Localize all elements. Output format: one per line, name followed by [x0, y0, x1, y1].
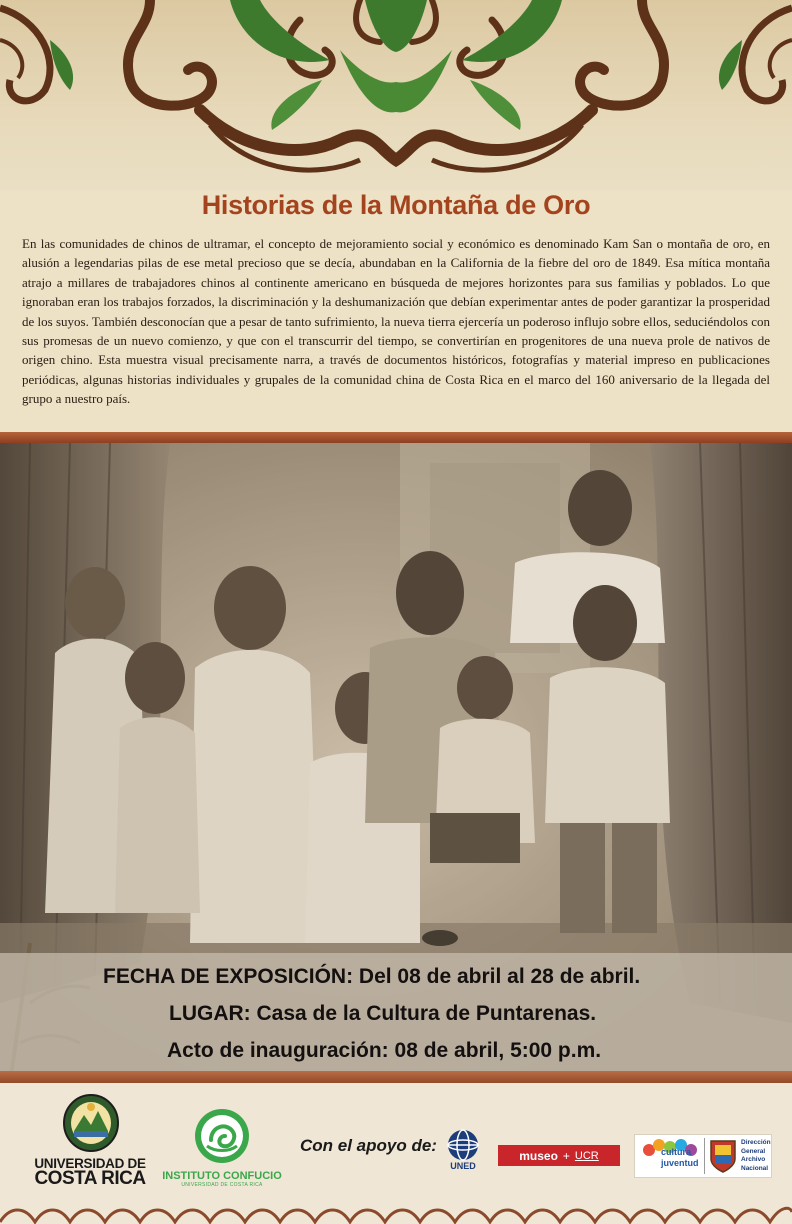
confucio-line1: INSTITUTO CONFUCIO	[162, 1170, 282, 1182]
ucr-line1: UNIVERSIDAD DE	[34, 1156, 146, 1171]
event-info-band	[0, 953, 792, 1071]
museo-plus: +	[562, 1148, 570, 1163]
ucr-wordmark	[28, 1156, 152, 1189]
header-ornament	[0, 0, 792, 190]
confucio-line2: UNIVERSIDAD DE COSTA RICA	[181, 1182, 263, 1188]
cultura-line1: cultura	[661, 1147, 692, 1157]
uned-globe-logo	[446, 1128, 480, 1162]
bottom-ornament-border	[0, 1202, 792, 1224]
confucio-logo	[193, 1106, 251, 1166]
confucio-wordmark	[160, 1170, 284, 1188]
page-title: Historias de la Montaña de Oro	[201, 190, 591, 220]
archivo-line2: General	[741, 1147, 766, 1155]
logo-separator	[704, 1138, 705, 1174]
cultura-archivo-logos	[634, 1134, 772, 1178]
exhibition-venue: LUGAR: Casa de la Cultura de Puntarenas.	[169, 1002, 597, 1025]
ucr-line2: COSTA RICA	[34, 1168, 146, 1189]
cultura-line2: juventud	[661, 1158, 699, 1168]
support-label: Con el apoyo de:	[300, 1136, 437, 1155]
museo-ucr-logo	[498, 1145, 620, 1166]
ucr-seal-logo	[62, 1093, 120, 1153]
intro-paragraph: En las comunidades de chinos de ultramar, el concepto de mejoramiento social y económico es denominado Kam San o montaña de oro, en alusión a legendarias pilas de ese metal precioso que se decía, abundaban en la California de la fiebre del oro de 1849. Esa mítica montaña atrajo a millares de trabajadores chinos al continente americano en búsqueda de mejores horizontes para sus familias y poblados. Lo que ignoraban eran los trabajos forzados, la discriminación y la deshumanización que debían experimentar antes de poder garantizar la prosperidad de los suyos. También desconocían que a pesar de tanto sufrimiento, la nueva tierra ejercería un poderoso influjo sobre ellos, seduciéndolos con sus promesas de un nuevo comienzo, y que con el transcurrir del tiempo, se convertirían en progenitores de una nueva prole de nativos de origen chino. Esta muestra visual precisamente narra, a través de documentos históricos, fotografías y material impreso en publicaciones periódicas, algunas historias individuales y grupales de la comunidad china de Costa Rica en el marco del 160 aniversario de la llegada del grupo a nuestro país.	[22, 236, 770, 407]
archivo-shield-icon	[709, 1139, 737, 1173]
divider-band-bottom	[0, 1071, 792, 1083]
inauguration-info: Acto de inauguración: 08 de abril, 5:00 p.m.	[167, 1039, 602, 1062]
divider-band-top	[0, 432, 792, 443]
museo-ucr: UCR	[574, 1149, 599, 1162]
chinese-ornament-graphic	[0, 0, 792, 190]
archivo-line4: Nacional	[741, 1164, 769, 1172]
uned-wordmark: UNED	[450, 1161, 476, 1171]
museo-word: museo	[519, 1148, 558, 1163]
archivo-line3: Archivo	[741, 1156, 766, 1163]
archivo-line1: Dirección	[741, 1139, 771, 1146]
archivo-wordmark	[741, 1139, 771, 1173]
exhibition-dates: FECHA DE EXPOSICIÓN: Del 08 de abril al 28 de abril.	[103, 965, 641, 988]
